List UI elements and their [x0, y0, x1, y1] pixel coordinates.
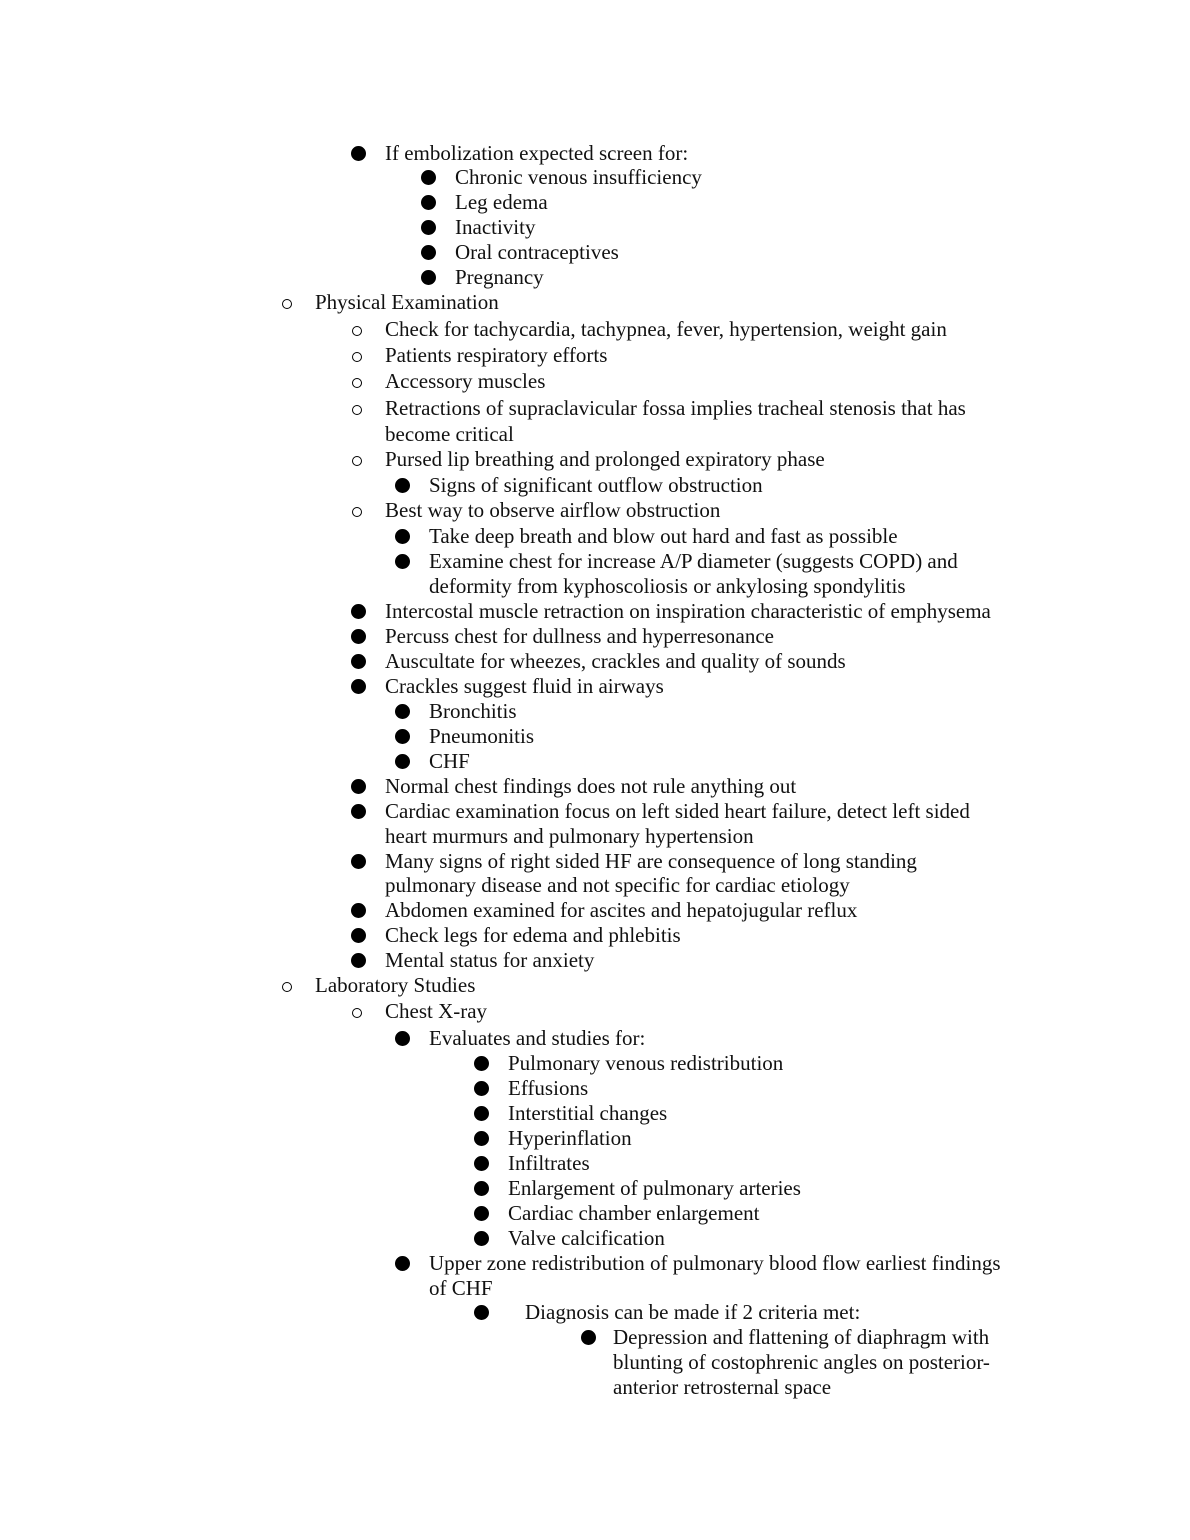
bullet-icon [351, 654, 366, 669]
bullet-icon [395, 554, 410, 569]
bullet-icon [395, 704, 410, 719]
hollow-bullet-icon [352, 378, 362, 388]
bullet-icon [474, 1206, 489, 1221]
bullet-icon [474, 1081, 489, 1096]
hollow-bullet-icon [352, 456, 362, 466]
bullet-icon [421, 220, 436, 235]
hollow-bullet-icon [352, 507, 362, 517]
bullet-icon [351, 953, 366, 968]
bullet-icon [351, 146, 366, 161]
bullet-icon [351, 854, 366, 869]
bullet-icon [351, 779, 366, 794]
bullet-icon [474, 1056, 489, 1071]
hollow-bullet-icon [352, 405, 362, 415]
hollow-bullet-icon [282, 299, 292, 309]
bullet-icon [395, 1031, 410, 1046]
bullet-icon [474, 1305, 489, 1320]
hollow-bullet-icon [352, 326, 362, 336]
bullet-icon [351, 804, 366, 819]
bullet-icon [351, 928, 366, 943]
bullet-icon [474, 1156, 489, 1171]
bullet-icon [395, 478, 410, 493]
bullet-icon [395, 529, 410, 544]
bullet-icon [474, 1131, 489, 1146]
bullet-icon [421, 245, 436, 260]
bullet-icon [351, 629, 366, 644]
document-page: If embolization expected screen for: Chronic venous insufficiency Leg edema Inactivity Oral contraceptives Pregnancy Physical Examination Check for tachycardia, tachypnea, fever, hypertension, weight gain Patients respiratory efforts Accessory muscles Retractions of supraclavicular fossa implies tracheal stenosis that has become critical Pursed lip breathing and prolonged expiratory phase Signs of significant outflow obstruction Best way to observe airflow obstruction Take deep breath and blow out hard and fast as possible Examine chest for increase A/P diameter (suggests COPD) and deformity from kyphoscoliosis or ankylosing spondylitis Intercostal muscle retraction on inspiration characteristic of emphysema Percuss chest for dullness and hyperresonance Auscultate for wheezes, crackles and quality of sounds Crackles suggest fluid in airways Bronchitis Pneumonitis CHF Normal chest findings does not rule anything out Cardiac examination focus on left sided heart failure, detect left sided heart murmurs and pulmonary hypertension Many signs of right sided HF are consequence of long standing pulmonary disease and not specific for cardiac etiology Abdomen examined for ascites and hepatojugular reflux Check legs for edema and phlebitis Mental status for anxiety Laboratory Studies Chest X-ray Evaluates and studies for: Pulmonary venous redistribution Effusions Interstitial changes Hyperinflation Infiltrates Enlargement of pulmonary arteries Cardiac chamber enlargement Valve calcification Upper zone redistribution of pulmonary blood flow earliest findings of CHF Diagnosis can be made if 2 criteria met: Depression and flattening of diaphragm with blunting of costophrenic angles on posterior- anterior retrosternal space [0, 0, 1190, 1540]
bullet-icon [421, 170, 436, 185]
bullet-icon [421, 195, 436, 210]
bullet-icon [351, 903, 366, 918]
hollow-bullet-icon [352, 1008, 362, 1018]
hollow-bullet-icon [282, 982, 292, 992]
bullet-icon [395, 729, 410, 744]
bullet-icon [351, 679, 366, 694]
bullet-icon [395, 754, 410, 769]
bullet-icon [581, 1330, 596, 1345]
bullet-icon [395, 1256, 410, 1271]
bullet-icon [474, 1106, 489, 1121]
bullet-icon [421, 270, 436, 285]
hollow-bullet-icon [352, 352, 362, 362]
bullet-icon [474, 1231, 489, 1246]
bullet-icon [351, 604, 366, 619]
bullet-icon [474, 1181, 489, 1196]
